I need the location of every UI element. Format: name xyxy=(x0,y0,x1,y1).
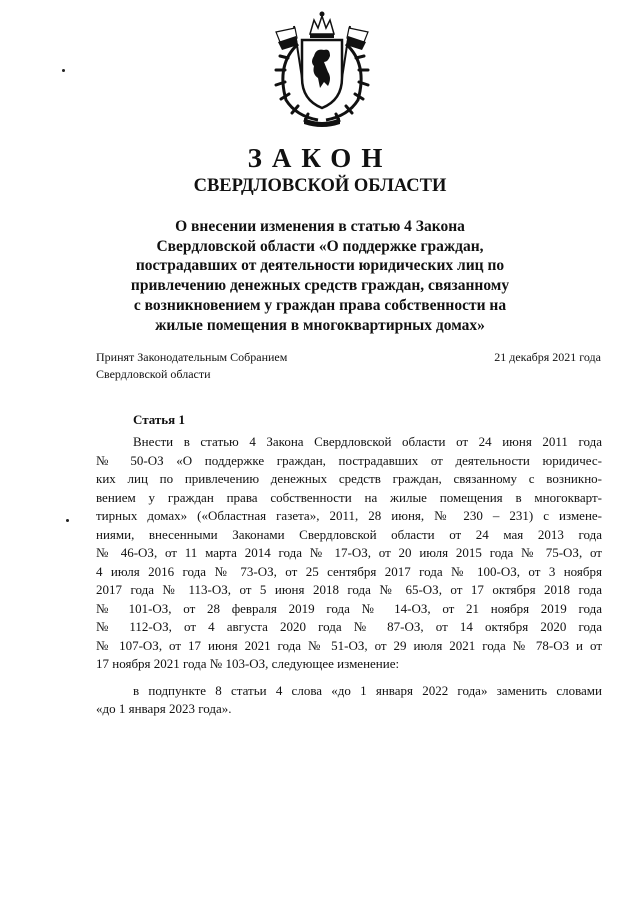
law-title-line: привлечению денежных средств граждан, связанному xyxy=(130,277,510,295)
paragraph-line: 4 июля 2016 года № 73-ОЗ, от 25 сентября 2017 года № 100-ОЗ, от 3 ноября xyxy=(96,563,602,579)
article-body xyxy=(96,433,602,719)
law-title-line: пострадавших от деятельности юридических лиц по xyxy=(135,257,505,275)
article-heading: Статья 1 xyxy=(133,412,185,427)
law-title-line: Свердловской области «О поддержке граждан, xyxy=(156,237,484,255)
paragraph-line: ниями, внесенными Законами Свердловской области от 24 мая 2013 года xyxy=(96,526,602,542)
paragraph-line: тирных домах» («Областная газета», 2011, 28 июня, № 230 – 231) с измене- xyxy=(96,508,602,523)
paragraph-line: 2017 года № 113-ОЗ, от 5 июня 2018 года № 65-ОЗ, от 17 октября 2018 года xyxy=(96,582,602,597)
paragraph-line: № 112-ОЗ, от 4 августа 2020 года № 87-ОЗ, от 14 октября 2020 года xyxy=(96,619,602,634)
paragraph-line: вением у граждан права собственности на жилые помещения в многокварт- xyxy=(96,489,602,505)
paragraph-line: «до 1 января 2023 года». xyxy=(96,701,232,716)
adopted-by xyxy=(96,349,287,383)
paragraph-line: ких лиц по привлечению денежных средств граждан, связанному с возникно- xyxy=(96,471,602,486)
adopted-by-line: Свердловской области xyxy=(96,367,211,381)
law-title-line: жилые помещения в многоквартирных домах» xyxy=(155,316,485,334)
paragraph-line: № 50-ОЗ «О поддержке граждан, пострадавших от деятельности юридичес- xyxy=(96,452,602,468)
document-type-heading: ЗАКОН xyxy=(247,143,393,173)
scan-speck xyxy=(62,69,65,72)
paragraph-line: № 46-ОЗ, от 11 марта 2014 года № 17-ОЗ, от 20 июля 2015 года № 75-ОЗ, от xyxy=(96,545,602,560)
law-title-line: О внесении изменения в статью 4 Закона xyxy=(175,218,465,235)
paragraph-line: № 101-ОЗ, от 28 февраля 2019 года № 14-ОЗ, от 21 ноября 2019 года xyxy=(96,600,602,616)
paragraph-line: 17 ноября 2021 года № 103-ОЗ, следующее изменение: xyxy=(96,656,400,671)
paragraph-line: в подпункте 8 статьи 4 слова «до 1 января 2022 года» заменить словами xyxy=(133,682,602,698)
paragraph-line: Внести в статью 4 Закона Свердловской области от 24 июня 2011 года xyxy=(133,434,602,449)
law-title-line: с возникновением у граждан права собственности на xyxy=(133,296,507,314)
scan-speck xyxy=(66,519,69,522)
adoption-date: 21 декабря 2021 года xyxy=(494,350,601,364)
law-title xyxy=(120,217,520,335)
region-heading: СВЕРДЛОВСКОЙ ОБЛАСТИ xyxy=(193,176,447,196)
coat-of-arms-icon xyxy=(258,8,386,128)
paragraph-line: № 107-ОЗ, от 17 июня 2021 года № 51-ОЗ, от 29 июля 2021 года № 78-ОЗ и от xyxy=(96,637,602,653)
adopted-by-line: Принят Законодательным Собранием xyxy=(96,350,288,364)
